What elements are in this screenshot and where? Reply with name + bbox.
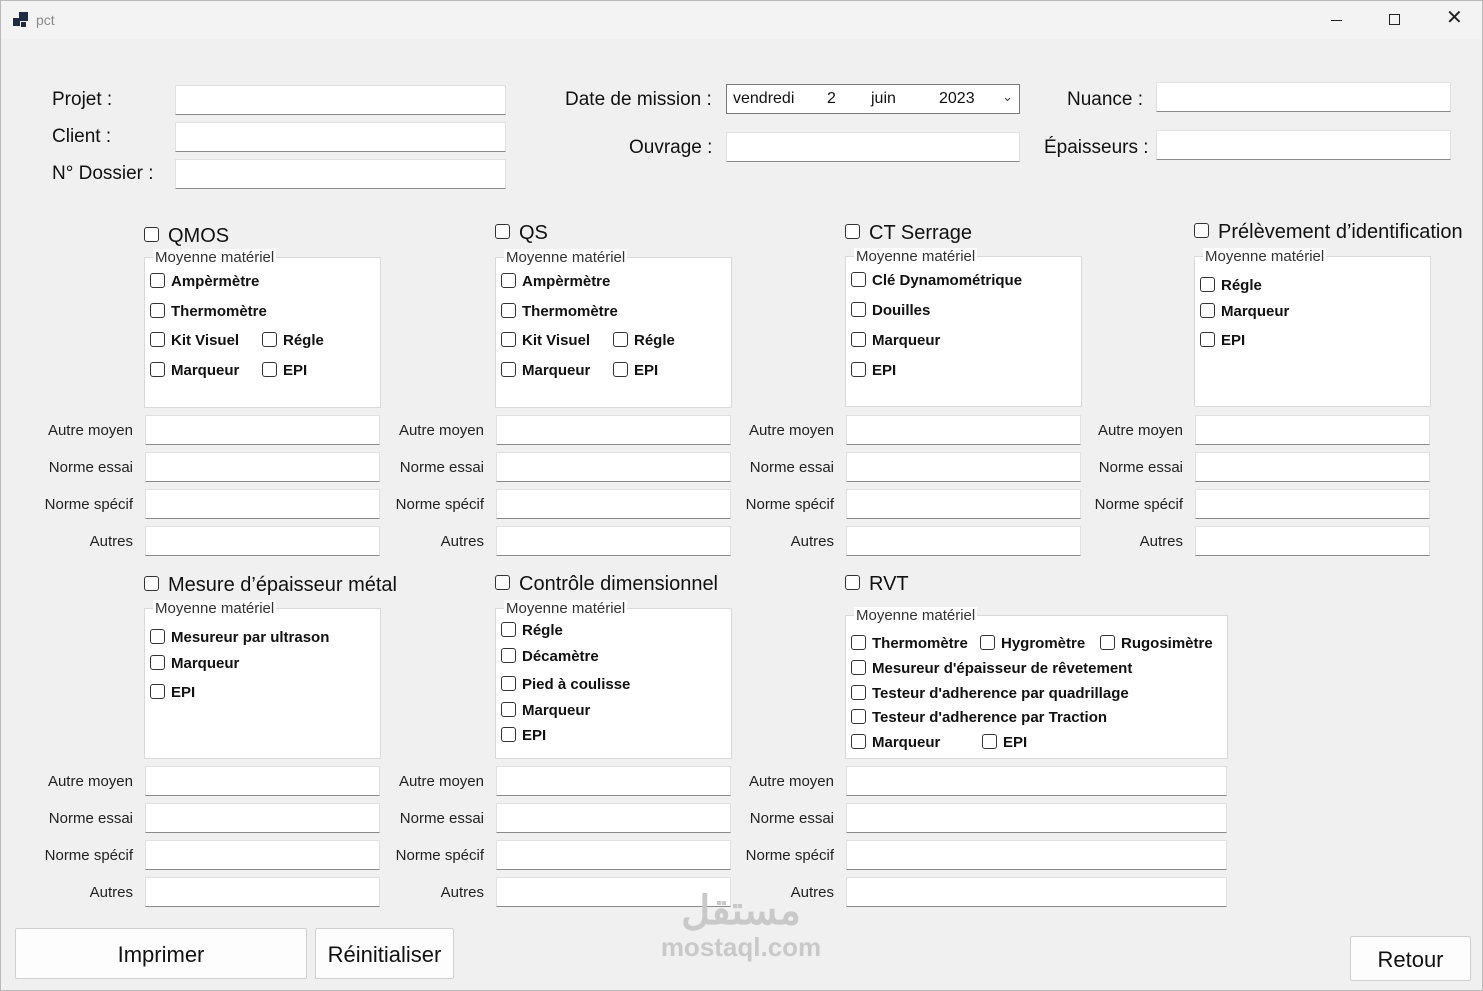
rvt-materiel-group bbox=[845, 607, 1228, 759]
checkbox[interactable] bbox=[150, 362, 165, 377]
rvt-item-quadrillage[interactable] bbox=[851, 685, 1129, 702]
item-label: Marqueur bbox=[1221, 303, 1290, 320]
checkbox[interactable] bbox=[150, 655, 165, 670]
checkbox[interactable] bbox=[613, 332, 628, 347]
checkbox[interactable] bbox=[851, 635, 866, 650]
projet-input[interactable] bbox=[175, 85, 506, 115]
checkbox[interactable] bbox=[150, 684, 165, 699]
ct-item-cle[interactable] bbox=[851, 272, 1022, 289]
item-label: EPI bbox=[872, 362, 897, 379]
item-label: EPI bbox=[171, 684, 196, 701]
dim-item-marqueur[interactable] bbox=[501, 702, 590, 719]
checkbox[interactable] bbox=[1200, 277, 1215, 292]
ct-materiel-group bbox=[845, 248, 1082, 407]
prelev-item-marqueur[interactable] bbox=[1200, 303, 1289, 320]
rvt-item-epi[interactable] bbox=[982, 734, 1027, 751]
item-label: EPI bbox=[1221, 332, 1246, 349]
item-label: Testeur d'adherence par Traction bbox=[872, 709, 1108, 726]
rvt-norme-essai-input[interactable] bbox=[846, 803, 1227, 833]
rvt-item-traction[interactable] bbox=[851, 709, 1107, 726]
qmos-item-epi[interactable] bbox=[262, 362, 307, 379]
checkbox[interactable] bbox=[851, 302, 866, 317]
qmos-materiel-group bbox=[144, 249, 381, 408]
item-label: Thermomètre bbox=[522, 303, 618, 320]
item-label: Kit Visuel bbox=[522, 332, 591, 349]
rvt-item-mesureur[interactable] bbox=[851, 660, 1132, 677]
qmos-norme-essai-input[interactable] bbox=[145, 452, 380, 482]
controle-dim-checkbox[interactable] bbox=[495, 575, 510, 590]
nuance-label: Nuance : bbox=[1067, 89, 1144, 110]
checkbox[interactable] bbox=[501, 676, 516, 691]
dossier-label: N° Dossier : bbox=[52, 163, 154, 184]
close-button[interactable] bbox=[1424, 1, 1482, 39]
item-label: Mesureur par ultrason bbox=[171, 629, 330, 646]
item-label: Douilles bbox=[872, 302, 931, 319]
qs-autre-moyen-label: Autre moyen bbox=[398, 422, 484, 439]
item-label: EPI bbox=[522, 727, 547, 744]
checkbox[interactable] bbox=[501, 648, 516, 663]
checkbox[interactable] bbox=[150, 273, 165, 288]
group-legend: Moyenne matériel bbox=[856, 248, 976, 265]
item-label: Régle bbox=[283, 332, 324, 349]
qmos-autres-input[interactable] bbox=[145, 526, 380, 556]
qs-materiel-group bbox=[495, 249, 732, 408]
prelev-norme-specif-input[interactable] bbox=[1195, 489, 1430, 519]
qs-item-regle[interactable] bbox=[613, 332, 675, 349]
item-label: Marqueur bbox=[171, 362, 240, 379]
qmos-checkbox[interactable] bbox=[144, 227, 159, 242]
mesure-item-epi[interactable] bbox=[150, 684, 195, 701]
prelev-autre-moyen-label: Autre moyen bbox=[1097, 422, 1183, 439]
qs-checkbox[interactable] bbox=[495, 224, 510, 239]
item-label: Marqueur bbox=[171, 655, 240, 672]
minimize-icon bbox=[1331, 20, 1342, 21]
ct-norme-essai-label: Norme essai bbox=[749, 459, 834, 476]
ct-autre-moyen-input[interactable] bbox=[846, 415, 1081, 445]
ct-item-marqueur[interactable] bbox=[851, 332, 940, 349]
checkbox[interactable] bbox=[501, 727, 516, 742]
checkbox[interactable] bbox=[501, 362, 516, 377]
qmos-autres-label: Autres bbox=[89, 533, 133, 550]
checkbox[interactable] bbox=[980, 635, 995, 650]
dim-autre-moyen-input[interactable] bbox=[496, 766, 731, 796]
prelev-autre-moyen-input[interactable] bbox=[1195, 415, 1430, 445]
rvt-norme-specif-label: Norme spécif bbox=[745, 847, 834, 864]
group-legend: Moyenne matériel bbox=[506, 600, 626, 617]
rvt-autre-moyen-label: Autre moyen bbox=[748, 773, 834, 790]
window-title: pct bbox=[36, 12, 55, 28]
item-label: Ampèrmètre bbox=[522, 273, 611, 290]
date-year: 2023 bbox=[939, 90, 975, 107]
qs-item-kit-visuel[interactable] bbox=[501, 332, 590, 349]
close-icon: ✕ bbox=[1446, 7, 1463, 29]
maximize-icon bbox=[1389, 14, 1400, 25]
item-label: Marqueur bbox=[872, 734, 941, 751]
prelevement-checkbox[interactable] bbox=[1194, 223, 1209, 238]
mesure-autres-label: Autres bbox=[89, 884, 133, 901]
rvt-item-rugosimetre[interactable] bbox=[1100, 635, 1213, 652]
controle-dim-title: Contrôle dimensionnel bbox=[519, 573, 719, 595]
ct-autre-moyen-label: Autre moyen bbox=[748, 422, 834, 439]
item-label: Marqueur bbox=[872, 332, 941, 349]
mesure-norme-essai-label: Norme essai bbox=[48, 810, 133, 827]
date-mission-label: Date de mission : bbox=[565, 89, 712, 110]
dim-norme-essai-input[interactable] bbox=[496, 803, 731, 833]
date-mission-picker[interactable] bbox=[726, 84, 1020, 114]
group-legend: Moyenne matériel bbox=[155, 600, 275, 617]
rvt-norme-essai-label: Norme essai bbox=[749, 810, 834, 827]
group-legend: Moyenne matériel bbox=[856, 607, 976, 624]
date-month: juin bbox=[871, 90, 896, 107]
ct-norme-specif-input[interactable] bbox=[846, 489, 1081, 519]
checkbox[interactable] bbox=[851, 332, 866, 347]
rvt-checkbox[interactable] bbox=[845, 575, 860, 590]
item-label: Thermomètre bbox=[171, 303, 267, 320]
controle-dim-materiel-group bbox=[495, 600, 732, 759]
item-label: Hygromètre bbox=[1001, 635, 1086, 652]
dim-autres-label: Autres bbox=[440, 884, 484, 901]
qmos-item-thermometre[interactable] bbox=[150, 303, 267, 320]
prelevement-materiel-group bbox=[1194, 248, 1431, 407]
checkbox[interactable] bbox=[982, 734, 997, 749]
checkbox[interactable] bbox=[150, 303, 165, 318]
item-label: Rugosimètre bbox=[1121, 635, 1213, 652]
mesure-title: Mesure d’épaisseur métal bbox=[168, 574, 397, 596]
mesure-autre-moyen-label: Autre moyen bbox=[47, 773, 133, 790]
ct-autres-input[interactable] bbox=[846, 526, 1081, 556]
checkbox[interactable] bbox=[851, 362, 866, 377]
rvt-item-hygrometre[interactable] bbox=[980, 635, 1085, 652]
mesure-norme-specif-label: Norme spécif bbox=[44, 847, 133, 864]
qs-item-thermometre[interactable] bbox=[501, 303, 618, 320]
mesure-autres-input[interactable] bbox=[145, 877, 380, 907]
checkbox[interactable] bbox=[1200, 303, 1215, 318]
checkbox[interactable] bbox=[851, 709, 866, 724]
prelev-item-epi[interactable] bbox=[1200, 332, 1245, 349]
qs-norme-specif-label: Norme spécif bbox=[395, 496, 484, 513]
rvt-norme-specif-input[interactable] bbox=[846, 840, 1227, 870]
item-label: Décamètre bbox=[522, 648, 599, 665]
checkbox[interactable] bbox=[150, 629, 165, 644]
dim-autre-moyen-label: Autre moyen bbox=[398, 773, 484, 790]
dim-item-decametre[interactable] bbox=[501, 648, 599, 665]
dim-norme-specif-input[interactable] bbox=[496, 840, 731, 870]
qmos-autre-moyen-label: Autre moyen bbox=[47, 422, 133, 439]
item-label: EPI bbox=[283, 362, 308, 379]
qmos-item-kit-visuel[interactable] bbox=[150, 332, 239, 349]
ct-serrage-title: CT Serrage bbox=[869, 222, 973, 244]
item-label: Pied à coulisse bbox=[522, 676, 631, 693]
item-label: EPI bbox=[1003, 734, 1028, 751]
qs-norme-essai-input[interactable] bbox=[496, 452, 731, 482]
imprimer-button[interactable]: Imprimer bbox=[15, 928, 307, 979]
ct-autres-label: Autres bbox=[790, 533, 834, 550]
qs-title: QS bbox=[519, 222, 548, 244]
prelev-autres-label: Autres bbox=[1139, 533, 1183, 550]
epaisseurs-input[interactable] bbox=[1156, 130, 1451, 160]
rvt-autres-label: Autres bbox=[790, 884, 834, 901]
item-label: Kit Visuel bbox=[171, 332, 240, 349]
checkbox[interactable] bbox=[1100, 635, 1115, 650]
chevron-down-icon[interactable]: ⌄ bbox=[1002, 89, 1013, 104]
item-label: Régle bbox=[634, 332, 675, 349]
mesure-norme-specif-input[interactable] bbox=[145, 840, 380, 870]
retour-button[interactable]: Retour bbox=[1350, 936, 1471, 981]
prelevement-title: Prélèvement d’identification bbox=[1218, 221, 1463, 243]
qs-item-epi[interactable] bbox=[613, 362, 658, 379]
nuance-input[interactable] bbox=[1156, 82, 1451, 112]
item-label: Mesureur d'épaisseur de rêvetement bbox=[872, 660, 1133, 677]
checkbox[interactable] bbox=[851, 734, 866, 749]
mesure-autre-moyen-input[interactable] bbox=[145, 766, 380, 796]
checkbox[interactable] bbox=[262, 362, 277, 377]
item-label: Ampèrmètre bbox=[171, 273, 260, 290]
qmos-title: QMOS bbox=[168, 225, 230, 247]
group-legend: Moyenne matériel bbox=[506, 249, 626, 266]
minimize-button[interactable] bbox=[1307, 1, 1365, 39]
ouvrage-label: Ouvrage : bbox=[629, 137, 713, 158]
qmos-norme-specif-label: Norme spécif bbox=[44, 496, 133, 513]
ct-item-douilles[interactable] bbox=[851, 302, 930, 319]
date-weekday: vendredi bbox=[733, 90, 795, 107]
ct-norme-essai-input[interactable] bbox=[846, 452, 1081, 482]
qmos-item-amperemetre[interactable] bbox=[150, 273, 259, 290]
item-label: Régle bbox=[522, 622, 563, 639]
checkbox[interactable] bbox=[1200, 332, 1215, 347]
projet-label: Projet : bbox=[52, 89, 113, 110]
dossier-input[interactable] bbox=[175, 159, 506, 189]
app-icon bbox=[13, 12, 29, 28]
qs-autres-label: Autres bbox=[440, 533, 484, 550]
qs-item-marqueur[interactable] bbox=[501, 362, 590, 379]
checkbox[interactable] bbox=[851, 272, 866, 287]
epaisseurs-label: Épaisseurs : bbox=[1044, 137, 1149, 158]
mesure-checkbox[interactable] bbox=[144, 576, 159, 591]
qmos-norme-essai-label: Norme essai bbox=[48, 459, 133, 476]
checkbox[interactable] bbox=[851, 660, 866, 675]
watermark-latin: mostaql.com bbox=[660, 932, 822, 962]
rvt-autre-moyen-input[interactable] bbox=[846, 766, 1227, 796]
checkbox[interactable] bbox=[150, 332, 165, 347]
reinitialiser-button[interactable]: Réinitialiser bbox=[315, 928, 454, 979]
title-bar bbox=[1, 1, 1482, 39]
dim-item-regle[interactable] bbox=[501, 622, 563, 639]
group-legend: Moyenne matériel bbox=[1205, 248, 1325, 265]
qmos-autre-moyen-input[interactable] bbox=[145, 415, 380, 445]
prelev-norme-essai-label: Norme essai bbox=[1098, 459, 1183, 476]
item-label: EPI bbox=[634, 362, 659, 379]
qs-autre-moyen-input[interactable] bbox=[496, 415, 731, 445]
checkbox[interactable] bbox=[501, 303, 516, 318]
qmos-item-regle[interactable] bbox=[262, 332, 324, 349]
watermark-arabic: مستقل bbox=[681, 889, 801, 933]
ct-norme-specif-label: Norme spécif bbox=[745, 496, 834, 513]
prelev-norme-specif-label: Norme spécif bbox=[1094, 496, 1183, 513]
qs-norme-essai-label: Norme essai bbox=[399, 459, 484, 476]
rvt-title: RVT bbox=[869, 573, 909, 595]
rvt-item-marqueur[interactable] bbox=[851, 734, 940, 751]
item-label: Régle bbox=[1221, 277, 1262, 294]
checkbox[interactable] bbox=[501, 622, 516, 637]
item-label: Testeur d'adherence par quadrillage bbox=[872, 685, 1129, 702]
watermark bbox=[651, 889, 831, 961]
checkbox[interactable] bbox=[501, 332, 516, 347]
item-label: Clé Dynamométrique bbox=[872, 272, 1023, 289]
item-label: Marqueur bbox=[522, 702, 591, 719]
checkbox[interactable] bbox=[613, 362, 628, 377]
item-label: Thermomètre bbox=[872, 635, 968, 652]
checkbox[interactable] bbox=[501, 273, 516, 288]
ct-serrage-checkbox[interactable] bbox=[845, 224, 860, 239]
dim-norme-specif-label: Norme spécif bbox=[395, 847, 484, 864]
prelev-autres-input[interactable] bbox=[1195, 526, 1430, 556]
rvt-autres-input[interactable] bbox=[846, 877, 1227, 907]
dim-item-pied[interactable] bbox=[501, 676, 630, 693]
mesure-materiel-group bbox=[144, 600, 381, 759]
client-input[interactable] bbox=[175, 122, 506, 152]
qs-autres-input[interactable] bbox=[496, 526, 731, 556]
group-legend: Moyenne matériel bbox=[155, 249, 275, 266]
qmos-norme-specif-input[interactable] bbox=[145, 489, 380, 519]
mesure-norme-essai-input[interactable] bbox=[145, 803, 380, 833]
mesure-item-ultrason[interactable] bbox=[150, 629, 329, 646]
ouvrage-input[interactable] bbox=[726, 132, 1020, 162]
checkbox[interactable] bbox=[262, 332, 277, 347]
qs-norme-specif-input[interactable] bbox=[496, 489, 731, 519]
maximize-button[interactable] bbox=[1365, 1, 1423, 39]
checkbox[interactable] bbox=[851, 685, 866, 700]
ct-item-epi[interactable] bbox=[851, 362, 896, 379]
rvt-item-thermometre[interactable] bbox=[851, 635, 968, 652]
item-label: Marqueur bbox=[522, 362, 591, 379]
prelev-item-regle[interactable] bbox=[1200, 277, 1262, 294]
prelev-norme-essai-input[interactable] bbox=[1195, 452, 1430, 482]
dim-item-epi[interactable] bbox=[501, 727, 546, 744]
dim-norme-essai-label: Norme essai bbox=[399, 810, 484, 827]
client-label: Client : bbox=[52, 126, 112, 147]
checkbox[interactable] bbox=[501, 702, 516, 717]
date-day: 2 bbox=[827, 90, 836, 107]
qs-item-amperemetre[interactable] bbox=[501, 273, 610, 290]
qmos-item-marqueur[interactable] bbox=[150, 362, 239, 379]
mesure-item-marqueur[interactable] bbox=[150, 655, 239, 672]
